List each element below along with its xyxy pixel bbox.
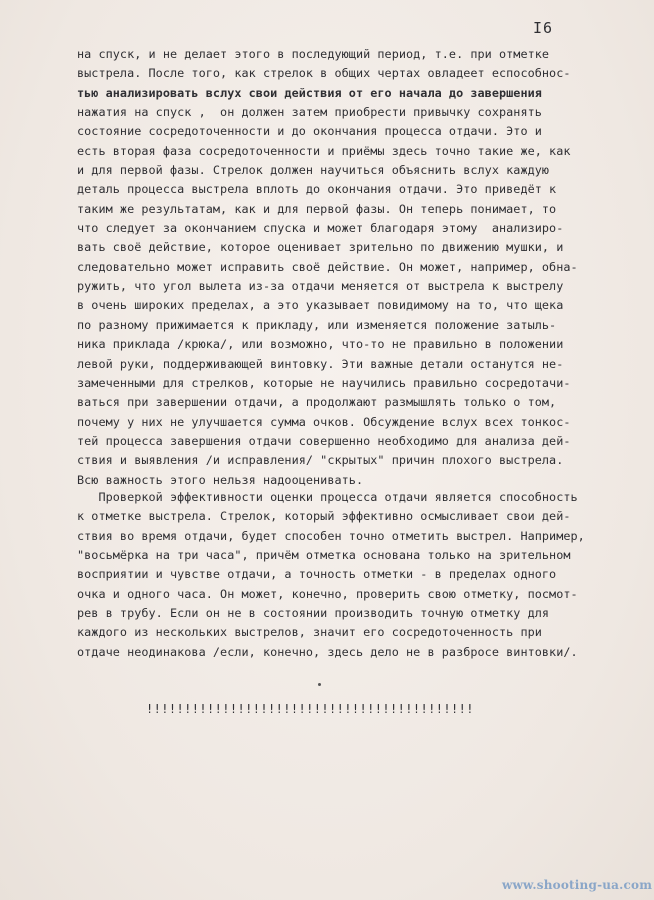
text-line: выстрела. После того, как стрелок в общих чертах овладеет еспособнос- [77,66,571,81]
text-line: в очень широких пределах, а это указывает повидимому на то, что щека [77,298,564,313]
text-line: каждого из нескольких выстрелов, значит его сосредоточенность при [77,625,542,640]
text-line: "восьмёрка на три часа", причём отметка основана только на зрительном [77,548,571,563]
text-line: ваться при завершении отдачи, а продолжают размышлять только о том, [77,395,557,410]
text-line: и для первой фазы. Стрелок должен научиться объяснить вслух каждую [77,163,550,178]
text-line: левой руки, поддерживающей винтовку. Эти важные детали останутся не- [77,356,564,371]
text-line: ника приклада /крюка/, или возможно, что-то не правильно в положении [77,337,564,352]
text-line: вать своё действие, которое оценивает зрительно по движению мушки, и [77,240,564,255]
text-line: отдаче неодинакова /если, конечно, здесь дело не в разбросе винтовки/. [77,644,578,659]
paragraph-1 [77,45,637,490]
text-line: рев в трубу. Если он не в состоянии производить точную отметку для [77,606,550,621]
section-separator: !!!!!!!!!!!!!!!!!!!!!!!!!!!!!!!!!!!!!!!!!!! [146,702,474,716]
text-line: тью анализировать вслух свои действия от его начала до завершения [77,85,542,100]
text-line: деталь процесса выстрела вплоть до окончания отдачи. Это приведёт к [77,182,557,197]
page-number: I6 [533,19,554,37]
ink-dot [318,683,321,686]
text-line: нажатия на спуск , он должен затем приобрести привычку сохранять [77,105,542,120]
text-line: замеченными для стрелков, которые не научились правильно сосредотачи- [77,375,571,390]
text-line: есть вторая фаза сосредоточенности и приёмы здесь точно такие же, как [77,143,571,158]
text-line: следовательно может исправить своё действие. Он может, например, обна- [77,259,578,274]
watermark: www.shooting-ua.com [502,878,653,892]
text-line: Всю важность этого нельзя надооценивать. [77,472,364,487]
text-line: почему у них не улучшается сумма очков. Обсуждение вслух всех тонкос- [77,414,571,429]
text-line: восприятии и чувстве отдачи, а точность отметки - в пределах одного [77,567,557,582]
text-line: очка и одного часа. Он может, конечно, проверить свою отметку, посмот- [77,586,578,601]
text-line: ружить, что угол вылета из-за отдачи меняется от выстрела к выстрелу [77,279,564,294]
text-line: по разному прижимается к прикладу, или изменяется положение затыль- [77,317,557,332]
text-line: что следует за окончанием спуска и может благодаря этому анализиро- [77,221,564,236]
text-line: ствия во время отдачи, будет способен точно отметить выстрел. Например, [77,528,585,543]
text-line: на спуск, и не делает этого в последующий период, т.е. при отметке [77,47,550,61]
paragraph-2 [77,488,637,662]
text-line: таким же результатам, как и для первой фазы. Он теперь понимает, то [77,201,557,216]
text-line: Проверкой эффективности оценки процесса отдачи является способность [77,490,578,504]
text-line: состояние сосредоточенности и до окончания процесса отдачи. Это и [77,124,542,139]
text-line: тей процесса завершения отдачи совершенно необходимо для анализа дей- [77,433,571,448]
text-line: ствия и выявления /и исправления/ "скрытых" причин плохого выстрела. [77,453,564,468]
text-line: к отметке выстрела. Стрелок, который эффективно осмысливает свои дей- [77,509,571,524]
